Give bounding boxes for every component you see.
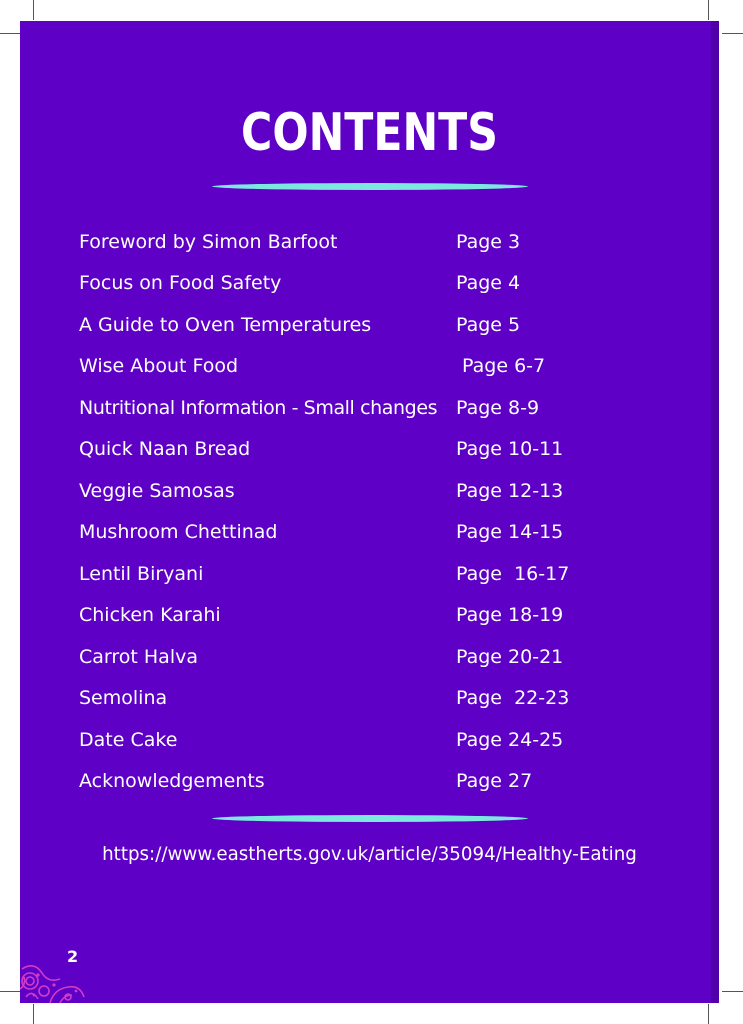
crop-mark: [0, 991, 20, 992]
website-link[interactable]: https://www.eastherts.gov.uk/article/35094/Healthy-Eating: [102, 843, 637, 865]
crop-mark: [722, 33, 743, 34]
toc-item-page: Page 24-25: [456, 729, 564, 751]
top-divider: [212, 183, 528, 190]
toc-row[interactable]: [20, 351, 719, 381]
paisley-ornament-icon: [20, 939, 100, 1003]
toc-row[interactable]: [20, 268, 719, 298]
toc-item-title: Veggie Samosas: [79, 480, 235, 502]
contents-page: [20, 21, 719, 1003]
toc-row[interactable]: [20, 434, 719, 464]
bottom-divider: [212, 815, 528, 822]
toc-row[interactable]: [20, 227, 719, 257]
crop-mark: [708, 1004, 709, 1024]
crop-mark: [0, 33, 20, 34]
toc-item-title: Focus on Food Safety: [79, 272, 282, 294]
toc-item-title: Mushroom Chettinad: [79, 521, 278, 543]
toc-row[interactable]: [20, 683, 719, 713]
page-number: 2: [67, 947, 79, 966]
toc-item-title: Foreword by Simon Barfoot: [79, 231, 338, 253]
toc-row[interactable]: [20, 725, 719, 755]
toc-item-page: Page 5: [456, 314, 521, 336]
toc-item-title: Date Cake: [79, 729, 178, 751]
toc-item-title: Wise About Food: [79, 355, 239, 377]
toc-item-page: Page 8-9: [456, 397, 540, 419]
toc-item-page: Page 6-7: [456, 355, 546, 377]
crop-mark: [33, 1004, 34, 1024]
toc-item-page: Page 3: [456, 231, 521, 253]
toc-row[interactable]: [20, 642, 719, 672]
toc-item-page: Page 14-15: [456, 521, 564, 543]
toc-item-page: Page 16-17: [456, 563, 570, 585]
toc-item-page: Page 18-19: [456, 604, 564, 626]
toc-item-page: Page 4: [456, 272, 521, 294]
toc-item-title: Chicken Karahi: [79, 604, 221, 626]
toc-item-page: Page 27: [456, 770, 533, 792]
toc-row[interactable]: [20, 517, 719, 547]
toc-row[interactable]: [20, 600, 719, 630]
toc-item-page: Page 22-23: [456, 687, 570, 709]
page-title: CONTENTS: [241, 103, 498, 163]
toc-item-title: A Guide to Oven Temperatures: [79, 314, 372, 336]
toc-item-page: Page 20-21: [456, 646, 564, 668]
toc-row[interactable]: [20, 766, 719, 796]
toc-item-title: Semolina: [79, 687, 168, 709]
crop-mark: [722, 991, 743, 992]
toc-item-page: Page 12-13: [456, 480, 564, 502]
toc-item-title: Quick Naan Bread: [79, 438, 251, 460]
toc-item-title: Carrot Halva: [79, 646, 198, 668]
toc-item-title: Acknowledgements: [79, 770, 265, 792]
toc-row[interactable]: [20, 310, 719, 340]
toc-row[interactable]: [20, 393, 719, 423]
toc-item-title: Nutritional Information - Small changes: [79, 397, 438, 419]
toc-row[interactable]: [20, 559, 719, 589]
toc-item-page: Page 10-11: [456, 438, 564, 460]
toc-row[interactable]: [20, 476, 719, 506]
toc-item-title: Lentil Biryani: [79, 563, 204, 585]
crop-mark: [708, 0, 709, 20]
page-edge-strip: [711, 21, 719, 1003]
crop-mark: [33, 0, 34, 20]
